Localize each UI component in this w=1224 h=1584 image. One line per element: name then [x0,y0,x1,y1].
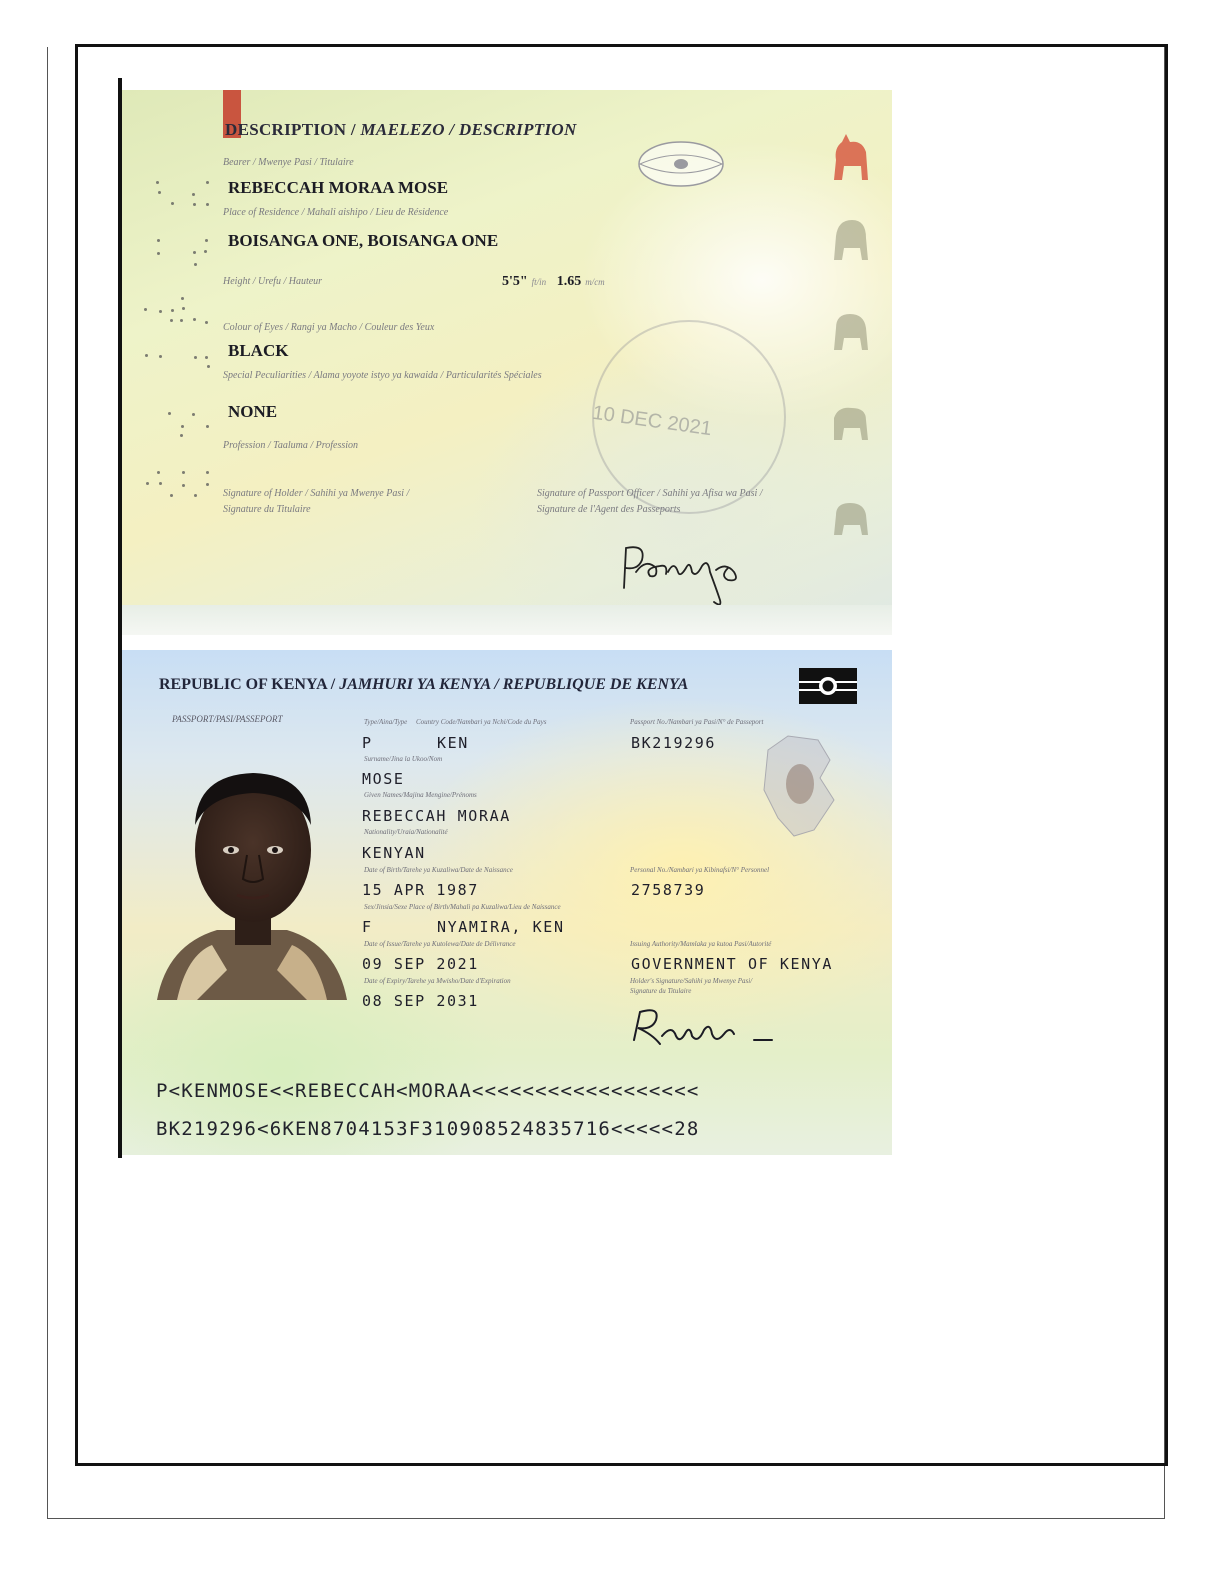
perforation-dot [181,297,184,300]
buffalo-icon [828,390,872,446]
peculiarities-value: NONE [228,402,278,421]
sex-place-of-birth-label: Sex/Jinsia/Sexe Place of Birth/Mahali pa Kuzaliwa/Lieu de Naissance [364,903,561,911]
perforation-dot [157,239,160,242]
perforation-dot [206,483,209,486]
residence-label: Place of Residence / Mahali aishipo / Lieu de Résidence [223,207,449,218]
perforation-dot [206,181,209,184]
perforation-dot [206,471,209,474]
perforation-dot [194,263,197,266]
perforation-dot [156,181,159,184]
perforation-dot [181,425,184,428]
perforation-dot [182,471,185,474]
rhino-icon [828,130,872,186]
nationality-label: Nationality/Uraia/Nationalité [364,828,448,836]
perforation-dot [192,413,195,416]
perforation-dot [144,308,147,311]
country-code-value: KEN [437,734,469,752]
perforation-dot [180,434,183,437]
profession-label: Profession / Taaluma / Profession [223,440,359,451]
perforation-dot [145,354,148,357]
expiry-date-label: Date of Expiry/Tarehe ya Mwisho/Date d'Expiration [364,977,511,985]
height-label: Height / Urefu / Hauteur [223,276,323,287]
passport-label: PASSPORT/PASI/PASSEPORT [172,714,283,724]
perforation-dot [193,318,196,321]
republic-title: REPUBLIC OF KENYA / JAMHURI YA KENYA / REPUBLIQUE DE KENYA [159,676,689,693]
perforation-dot [180,319,183,322]
perforation-dot [182,307,185,310]
passport-description-page [122,90,892,635]
authority-label: Issuing Authority/Mamlaka ya kutoa Pasi/Autorité [630,940,772,948]
leopard-icon [828,485,872,541]
residence-value: BOISANGA ONE, BOISANGA ONE [228,231,499,250]
nationality-value: KENYAN [362,844,426,862]
country-code-label: Country Code/Nambari ya Nchi/Code du Pays [416,718,547,726]
peculiarities-label: Special Peculiarities / Alama yoyote istyo ya kawaida / Particularités Spéciales [223,370,542,381]
perforation-dot [192,193,195,196]
officer-signature [616,538,756,608]
surname-value: MOSE [362,770,405,788]
given-names-label: Given Names/Majina Mengine/Prénoms [364,791,477,799]
perforation-dot [193,251,196,254]
perforation-dot [171,202,174,205]
perforation-dot [207,365,210,368]
eyes-label: Colour of Eyes / Rangi ya Macho / Couleur des Yeux [223,322,435,333]
dob-value: 15 APR 1987 [362,881,479,899]
perforation-dot [194,494,197,497]
surname-label: Surname/Jina la Ukoo/Nom [364,755,443,763]
perforation-dot [194,356,197,359]
holder-signature-label-fr: Signature du Titulaire [223,504,311,515]
perforation-dot [170,319,173,322]
height-m-unit: m/cm [585,277,605,287]
passport-no-value: BK219296 [631,734,717,752]
perforation-dot [182,484,185,487]
perforation-dot [205,356,208,359]
perforation-dot [193,203,196,206]
perforation-dot [158,191,161,194]
passport-no-label: Passport No./Nambari ya Pasi/N° de Passeport [630,718,764,726]
holder-signature-label: Holder's Signature/Sahihi ya Mwenye Pasi/ [630,977,753,985]
perforation-dot [168,412,171,415]
bearer-value: REBECCAH MORAA MOSE [228,178,449,197]
passport-data-page [122,650,892,1155]
description-title: DESCRIPTION / MAELEZO / DESCRIPTION [225,120,577,139]
lion-icon [828,300,872,356]
perforation-dot [159,310,162,313]
entry-stamp-date: 10 DEC 2021 [591,401,714,441]
height-ft-unit: ft/in [531,277,547,287]
perforation-dot [205,239,208,242]
holder-signature [626,1000,776,1055]
place-of-birth-value: NYAMIRA, KEN [437,918,565,936]
mrz-line-2: BK219296<6KEN8704153F310908524835716<<<<<28 [156,1118,700,1140]
perforation-dot [170,494,173,497]
authority-value: GOVERNMENT OF KENYA [631,955,833,973]
perforation-dot [171,309,174,312]
given-names-value: REBECCAH MORAA [362,807,511,825]
height-value [502,274,605,290]
personal-no-label: Personal No./Nambari ya Kibinafsi/N° Personnel [630,866,770,874]
sex-value: F [362,918,373,936]
biometric-chip-icon [799,668,857,704]
eyes-value: BLACK [228,341,289,360]
perforation-dot [157,471,160,474]
personal-no-value: 2758739 [631,881,706,899]
holder-photo [157,755,347,1000]
holder-signature-label-fr: Signature du Titulaire [630,987,692,995]
perforated-number [140,180,230,525]
holder-signature-label: Signature of Holder / Sahihi ya Mwenye Pasi / [223,488,410,499]
perforation-dot [206,425,209,428]
perforation-dot [204,250,207,253]
kenya-map-ghost-image [758,730,838,840]
perforation-dot [146,482,149,485]
dob-label: Date of Birth/Tarehe ya Kuzaliwa/Date de Naissance [364,866,513,874]
maasai-shield-icon [638,138,724,190]
elephant-icon [828,210,872,266]
perforation-dot [157,252,160,255]
type-value: P [362,734,373,752]
perforation-dot [205,321,208,324]
bearer-label: Bearer / Mwenye Pasi / Titulaire [223,157,354,168]
issue-date-value: 09 SEP 2021 [362,955,479,973]
issue-date-label: Date of Issue/Tarehe ya Kutolewa/Date de Délivrance [364,940,516,948]
perforation-dot [159,482,162,485]
height-ft-value: 5'5" [502,274,528,289]
officer-signature-label-fr: Signature de l'Agent des Passeports [537,504,681,515]
perforation-dot [159,355,162,358]
officer-signature-label: Signature of Passport Officer / Sahihi ya Afisa wa Pasi / [537,488,763,499]
expiry-date-value: 08 SEP 2031 [362,992,479,1010]
mrz-line-1: P<KENMOSE<<REBECCAH<MORAA<<<<<<<<<<<<<<<<<< [156,1080,700,1102]
height-m-value: 1.65 [556,274,582,289]
perforation-dot [206,203,209,206]
type-label: Type/Aina/Type [364,718,408,726]
